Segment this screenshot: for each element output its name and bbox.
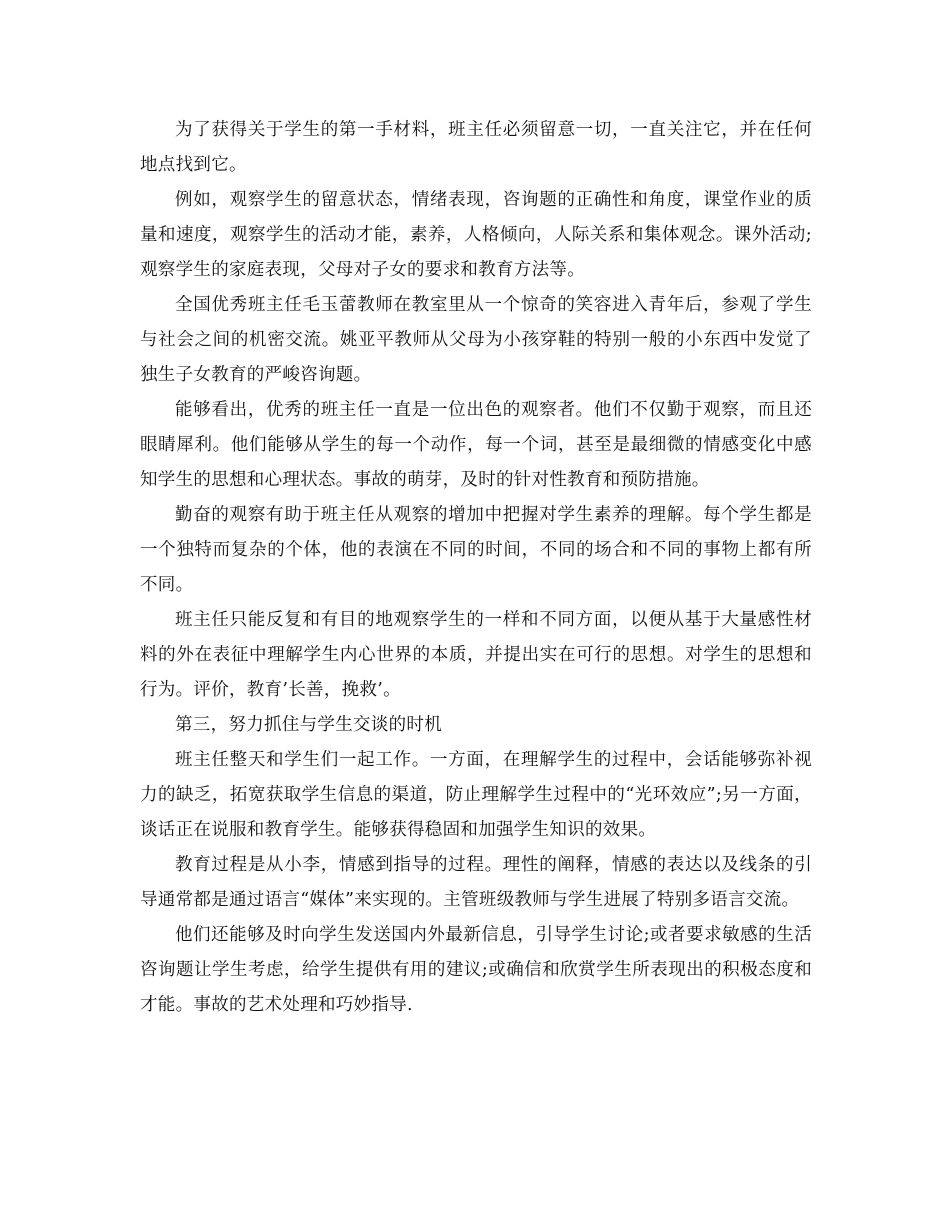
paragraph-6: 班主任只能反复和有目的地观察学生的一样和不同方面，以便从基于大量感性材料的外在表征中理解学生内心世界的本质，并提出实在可行的思想。对学生的思想和行为。评价，教育’长善，挽救’。 xyxy=(140,610,812,700)
paragraph-7: 班主任整天和学生们一起工作。一方面，在理解学生的过程中，会话能够弥补视力的缺乏，拓宽获取学生信息的渠道，防止理解学生过程中的“光环效应”;另一方面，谈话正在说服和教育学生。能够获得稳固和加强学生知识的效果。 xyxy=(140,750,812,840)
paragraph-2: 例如，观察学生的留意状态，情绪表现，咨询题的正确性和角度，课堂作业的质量和速度，观察学生的活动才能，素养，人格倾向，人际关系和集体观念。课外活动;观察学生的家庭表现，父母对子女的要求和教育方法等。 xyxy=(140,190,812,280)
section-heading: 第三，努力抓住与学生交谈的时机 xyxy=(175,715,442,735)
paragraph-9: 他们还能够及时向学生发送国内外最新信息，引导学生讨论;或者要求敏感的生活咨询题让学生考虑，给学生提供有用的建议;或确信和欣赏学生所表现出的积极态度和才能。事故的艺术处理和巧妙指导. xyxy=(140,925,812,1015)
paragraph-1: 为了获得关于学生的第一手材料，班主任必须留意一切，一直关注它，并在任何地点找到它。 xyxy=(140,120,812,175)
paragraph-5: 勤奋的观察有助于班主任从观察的增加中把握对学生素养的理解。每个学生都是一个独特而复杂的个体，他的表演在不同的时间，不同的场合和不同的事物上都有所不同。 xyxy=(140,505,812,595)
paragraph-3: 全国优秀班主任毛玉蕾教师在教室里从一个惊奇的笑容进入青年后，参观了学生与社会之间的机密交流。姚亚平教师从父母为小孩穿鞋的特别一般的小东西中发觉了独生子女教育的严峻咨询题。 xyxy=(140,295,812,385)
paragraph-8: 教育过程是从小李，情感到指导的过程。理性的阐释，情感的表达以及线条的引导通常都是通过语言“媒体”来实现的。主管班级教师与学生进展了特别多语言交流。 xyxy=(140,855,812,910)
paragraph-4: 能够看出，优秀的班主任一直是一位出色的观察者。他们不仅勤于观察，而且还眼睛犀利。他们能够从学生的每一个动作，每一个词，甚至是最细微的情感变化中感知学生的思想和心理状态。事故的萌芽，及时的针对性教育和预防措施。 xyxy=(140,400,812,490)
document-page xyxy=(140,113,812,1023)
